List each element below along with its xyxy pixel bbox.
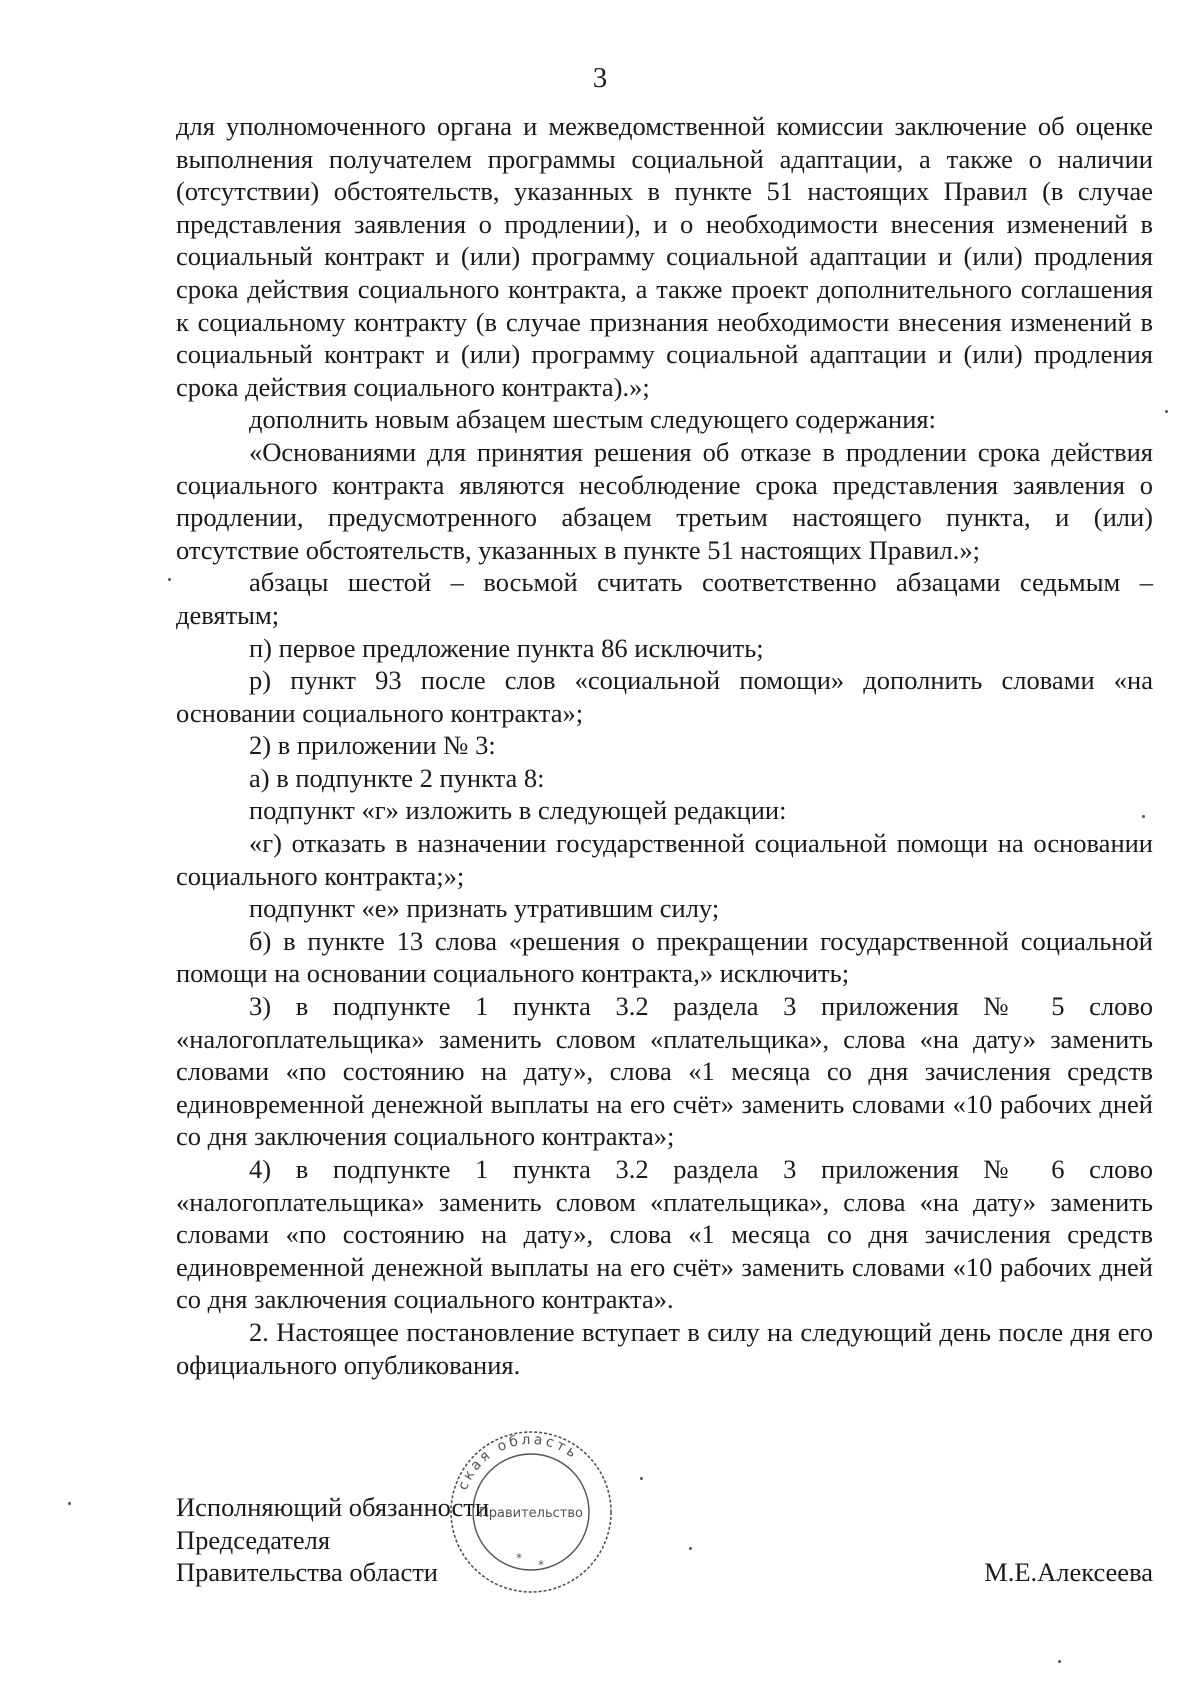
scan-speck — [1058, 1660, 1061, 1663]
paragraph-continuation: для уполномоченного органа и межведомственной комиссии заключение об оценке выполнения получателем программы социальной адаптации, а также о наличии (отсутствии) обстоятельств, указанных в пункте 51 настоящих Правил (в случае представления заявления о продлении), и о необходимости внесения изменений в социальный контракт и (или) программу социальной адаптации и (или) продления срока действия социального контракта, а также проект дополнительного соглашения к социальному контракту (в случае признания необходимости внесения изменений в социальный контракт и (или) программу социальной адаптации и (или) продления срока действия социального контракта).»; — [176, 111, 1153, 402]
paragraph: «г) отказать в назначении государственной социальной помощи на основании социального контракта;»; — [176, 828, 1153, 891]
seal-center-text: Правительство — [479, 1506, 583, 1521]
paragraph: 2) в приложении № 3: — [249, 730, 496, 761]
paragraph: абзацы шестой – восьмой считать соответственно абзацами седьмым – девятым; — [176, 567, 1153, 630]
scan-speck — [168, 578, 171, 581]
paragraph: 4) в подпункте 1 пункта 3.2 раздела 3 приложения № 6 слово «налогоплательщика» заменить словом «плательщика», слова «на дату» заменить словами «по состоянию на дату», слова «1 месяца со дня зачисления средств единовременной денежной выплаты на его счёт» заменить словами «10 рабочих дней со дня заключения социального контракта». — [176, 1154, 1153, 1315]
seal-star-icon: * — [538, 1558, 544, 1572]
paragraph: р) пункт 93 после слов «социальной помощи» дополнить словами «на основании социального контракта»; — [176, 665, 1153, 728]
paragraph: дополнить новым абзацем шестым следующего содержания: — [249, 404, 936, 435]
paragraph: а) в подпункте 2 пункта 8: — [249, 762, 545, 793]
paragraph: п) первое предложение пункта 86 исключить; — [249, 632, 764, 663]
scan-speck — [689, 1547, 692, 1550]
scan-speck — [68, 1502, 71, 1505]
paragraph: 3) в подпункте 1 пункта 3.2 раздела 3 приложения № 5 слово «налогоплательщика» заменить словом «плательщика», слова «на дату» заменить словами «по состоянию на дату», слова «1 месяца со дня зачисления средств единовременной денежной выплаты на его счёт» заменить словами «10 рабочих дней со дня заключения социального контракта»; — [176, 991, 1153, 1152]
scan-speck — [1142, 815, 1145, 818]
closing-paragraph: 2. Настоящее постановление вступает в силу на следующий день после дня его официального опубликования. — [176, 1316, 1153, 1380]
seal-star-icon: * — [516, 1551, 522, 1565]
signatory-position-line: Правительства области — [176, 1557, 438, 1588]
signatory-name: М.Е.Алексеева — [984, 1557, 1153, 1587]
page-number: 3 — [592, 62, 608, 94]
signature-block — [176, 1431, 1153, 1601]
paragraph: подпункт «г» изложить в следующей редакции: — [249, 795, 787, 826]
svg-text:ская область — [455, 1432, 582, 1493]
signatory-position-line: Исполняющий обязанности — [176, 1492, 490, 1522]
official-seal — [446, 1427, 616, 1597]
seal-ring-text: ская область — [455, 1431, 582, 1493]
paragraph: «Основаниями для принятия решения об отказе в продлении срока действия социального контракта являются несоблюдение срока представления заявления о продлении, предусмотренного абзацем третьим настоящего пункта, и (или) отсутствие обстоятельств, указанных в пункте 51 настоящих Правил.»; — [176, 436, 1153, 565]
paragraph: подпункт «е» признать утратившим силу; — [249, 893, 720, 924]
scan-speck — [640, 1477, 643, 1480]
document-body — [176, 110, 1153, 1381]
scan-speck — [1165, 410, 1168, 413]
paragraph: б) в пункте 13 слова «решения о прекращении государственной социальной помощи на основании социального контракта,» исключить; — [176, 925, 1153, 989]
signatory-position-line: Председателя — [176, 1524, 331, 1555]
